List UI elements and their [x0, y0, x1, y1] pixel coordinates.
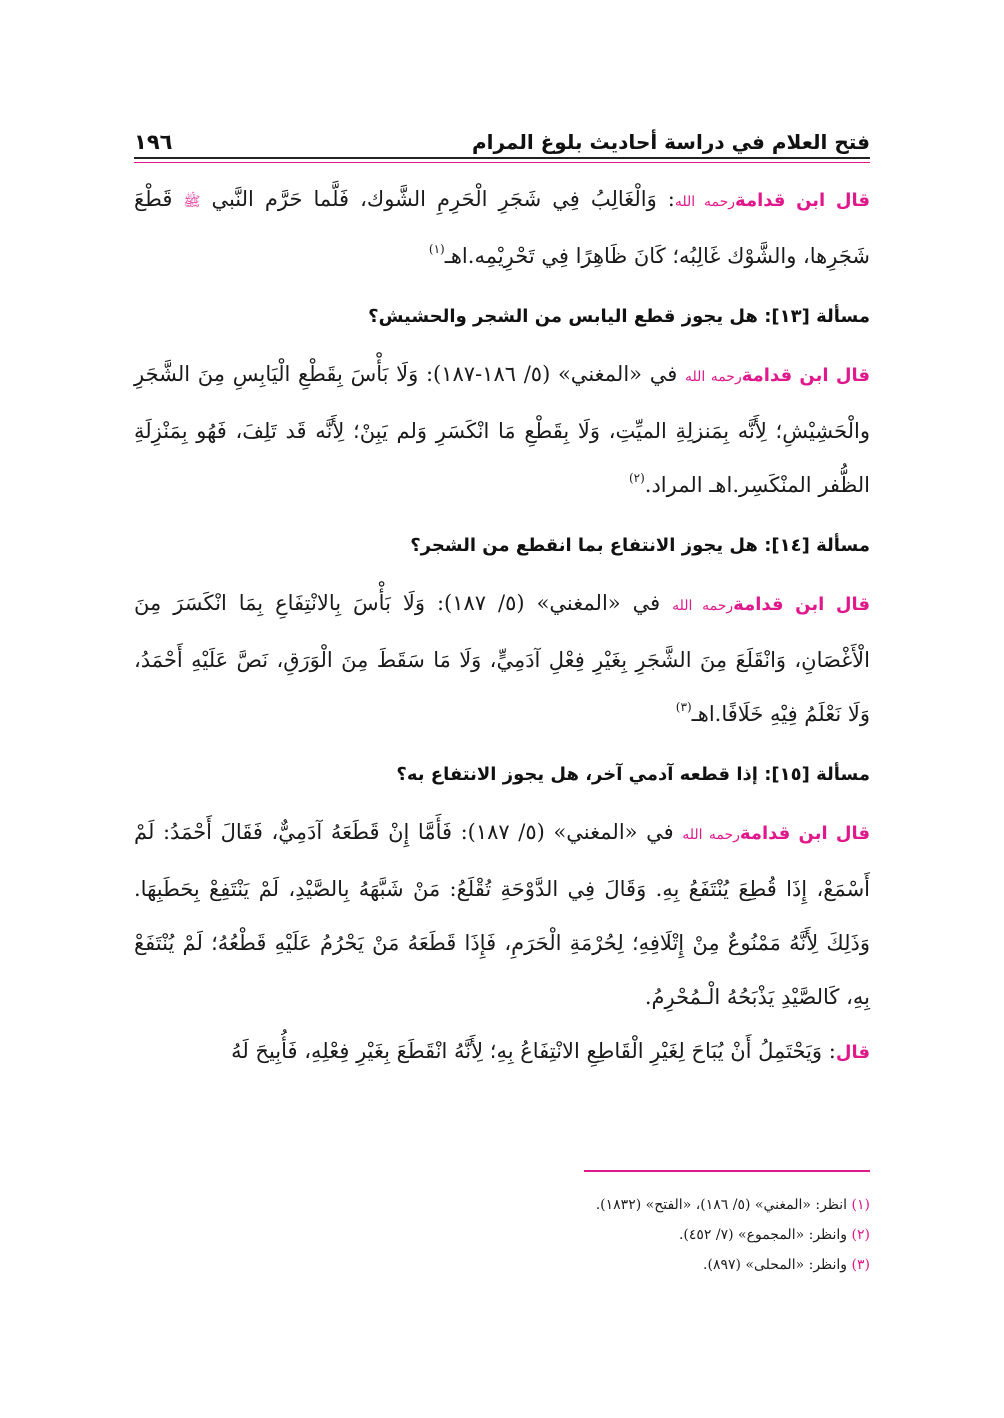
speaker-label: قال ابن قدامة [733, 594, 870, 615]
footnote-text: انظر: «المغني» (٥/ ١٨٦)، «الفتح» (١٨٣٢). [595, 1197, 848, 1213]
paragraph-text: قَطْعَ شَجَرِها، والشَّوْك غَالِبُه؛ كَانَ ظَاهِرًا فِي تَحْرِيْمِه.اهـ [134, 187, 870, 268]
main-text [134, 172, 870, 1080]
issue-question: إذا قطعه آدمي آخر، هل يجوز الانتفاع به؟ [396, 764, 758, 785]
page-number: ١٩٦ [134, 130, 173, 154]
footnote-ref: (١) [428, 242, 445, 256]
speaker-label: قال ابن قدامة [735, 190, 871, 211]
paragraph [134, 172, 870, 283]
running-header [134, 122, 870, 154]
speaker-label: قال [835, 1042, 870, 1063]
honorific-glyph: رحمه الله [682, 827, 740, 843]
footnote-text: وانظر: «المجموع» (٧/ ٤٥٢). [678, 1227, 848, 1243]
footnote-item [134, 1190, 870, 1220]
paragraph [134, 805, 870, 1024]
issue-question: هل يجوز قطع اليابس من الشجر والحشيش؟ [368, 306, 758, 327]
footnote-number: (٢) [851, 1227, 870, 1243]
speaker-label: قال ابن قدامة [741, 365, 870, 386]
footnote-item [134, 1250, 870, 1280]
issue-question: هل يجوز الانتفاع بما انقطع من الشجر؟ [410, 535, 758, 556]
footnote-ref: (٣) [675, 700, 692, 714]
footnotes [134, 1190, 870, 1280]
book-title: فتح العلام في دراسة أحاديث بلوغ المرام [471, 130, 870, 154]
footnote-separator [584, 1170, 870, 1172]
paragraph-text: : وَيَحْتَمِلُ أَنْ يُبَاحَ لِغَيْرِ الْقَاطِعِ الانْتِفَاعُ بِهِ؛ لِأَنَّهُ انْقَطَعَ بِغَيْرِ فِعْلِهِ، فَأُبِيحَ لَهُ [231, 1039, 836, 1063]
paragraph [134, 576, 870, 741]
issue-heading [134, 753, 870, 797]
paragraph [134, 347, 870, 512]
honorific-glyph: ﷺ [183, 194, 201, 210]
paragraph-text: في «المغني» (٥/ ١٨٧): وَلَا بَأْسَ بِالانْتِفَاعِ بِمَا انْكَسَرَ مِنَ الْأَغْصَانِ، وَانْقَلَعَ مِنَ الشَّجَرِ بِغَيْرِ فِعْلِ آدَمِيٍّ، وَلَا مَا سَقَطَ مِنَ الْوَرَقِ، نَصَّ عَلَيْهِ أَحْمَدُ، وَلَا نَعْلَمُ فِيْهِ خَلَافًا.اهـ [134, 591, 870, 726]
honorific-glyph: رحمه الله [674, 194, 736, 210]
paragraph-text: : وَالْغَالِبُ فِي شَجَرِ الْحَرِمِ الشَّوك، فَلَّما حَرَّم النَّبي [200, 187, 675, 211]
issue-heading [134, 295, 870, 339]
paragraph-text: في «المغني» (٥/ ١٨٦-١٨٧): وَلَا بَأْسَ بِقَطْعِ الْيَابِسِ مِنَ الشَّجَرِ والْحَشِيْشِ؛ لِأَنَّه بِمَنزلِةِ الميِّتِ، وَلَا بِقَطْعِ مَا انْكَسَرِ وَلم يَبِنْ؛ لِأَنَّه قَد تَلِفَ، فَهُو بِمَنْزِلَةِ الظُّفر المنْكَسِر.اهـ المراد. [134, 362, 870, 497]
honorific-glyph: رحمه الله [672, 598, 734, 614]
footnote-number: (١) [851, 1197, 870, 1213]
issue-label: مسألة [١٥]: [764, 764, 870, 785]
footnote-item [134, 1220, 870, 1250]
footnote-ref: (٢) [628, 471, 645, 485]
header-accent-rule [134, 162, 870, 163]
issue-label: مسألة [١٤]: [764, 535, 870, 556]
paragraph [134, 1024, 870, 1080]
issue-label: مسألة [١٣]: [764, 306, 870, 327]
honorific-glyph: رحمه الله [684, 369, 742, 385]
footnote-text: وانظر: «المحلى» (٨٩٧). [703, 1257, 848, 1273]
issue-heading [134, 524, 870, 568]
footnote-number: (٣) [851, 1257, 870, 1273]
paragraph-text: في «المغني» (٥/ ١٨٧): فَأَمَّا إِنْ قَطَعَهُ آدَمِيٌّ، فَقَالَ أَحْمَدُ: لَمْ أَسْمَعْ، إِذَا قُطِعَ يُنْتَفَعُ بِهِ. وَقَالَ فِي الدَّوْحَةِ تُقْلَعُ: مَنْ شَبَّهَهُ بِالصَّيْدِ، لَمْ يَنْتَفِعْ بِحَطَبِهَا. وَذَلِكَ لِأَنَّهُ مَمْنُوعٌ مِنْ إِتْلَافِهِ؛ لِحُرْمَةِ الْحَرَمِ، فَإِذَا قَطَعَهُ مَنْ يَحْرُمُ عَلَيْهِ قَطْعُهُ؛ لَمْ يُنْتَفَعْ بِهِ، كَالصَّيْدِ يَذْبَحُهُ الْـمُحْرِمُ. [134, 820, 870, 1009]
header-rule [134, 157, 870, 159]
speaker-label: قال ابن قدامة [739, 823, 870, 844]
